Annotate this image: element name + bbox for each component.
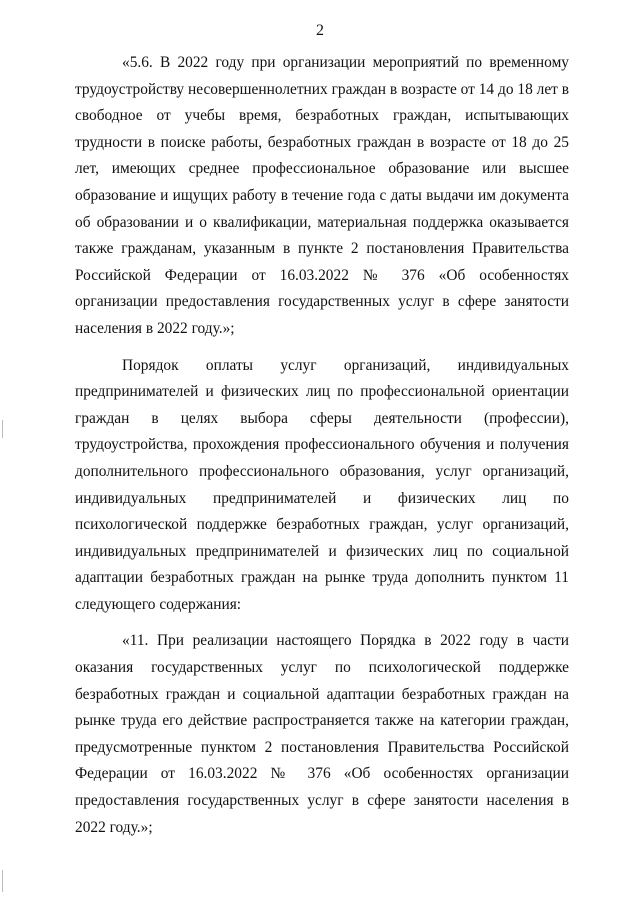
scan-edge-mark [2, 420, 3, 438]
paragraph-item-5-6: «5.6. В 2022 году при организации мероприятий по временному трудоустройству несовершеннолетних граждан в возрасте от 14 до 18 лет в свободное от учебы время, безработных граждан, испытывающих трудности в поиске работы, безработных граждан в возрасте от 18 до 25 лет, имеющих среднее профессиональное образование или высшее образование и ищущих работу в течение года с даты выдачи им документа об образовании и о квалификации, материальная поддержка оказывается также гражданам, указанным в пункте 2 постановления Правительства Российской Федерации от 16.03.2022 № 376 «Об особенностях организации предоставления государственных услуг в сфере занятости населения в 2022 году.»; [75, 54, 569, 337]
scan-edge-mark [2, 870, 3, 892]
paragraph-payment-procedure: Порядок оплаты услуг организаций, индивидуальных предпринимателей и физических лиц по профессиональной ориентации граждан в целях выбора сферы деятельности (профессии), трудоустройства, прохождения профессионального обучения и получения дополнительного профессионального образования, услуг организаций, индивидуальных предпринимателей и физических лиц по психологической поддержке безработных граждан, услуг организаций, индивидуальных предпринимателей и физических лиц по социальной адаптации безработных граждан на рынке труда дополнить пунктом 11 следующего содержания: [75, 356, 569, 613]
page-number: 2 [316, 22, 324, 39]
document-body [75, 50, 569, 841]
paragraph-item-11: «11. При реализации настоящего Порядка в 2022 году в части оказания государственных услуг по психологической поддержке безработных граждан и социальной адаптации безработных граждан на рынке труда его действие распространяется также на категории граждан, предусмотренные пунктом 2 постановления Правительства Российской Федерации от 16.03.2022 № 376 «Об особенностях организации предоставления государственных услуг в сфере занятости населения в 2022 году.»; [75, 632, 569, 836]
